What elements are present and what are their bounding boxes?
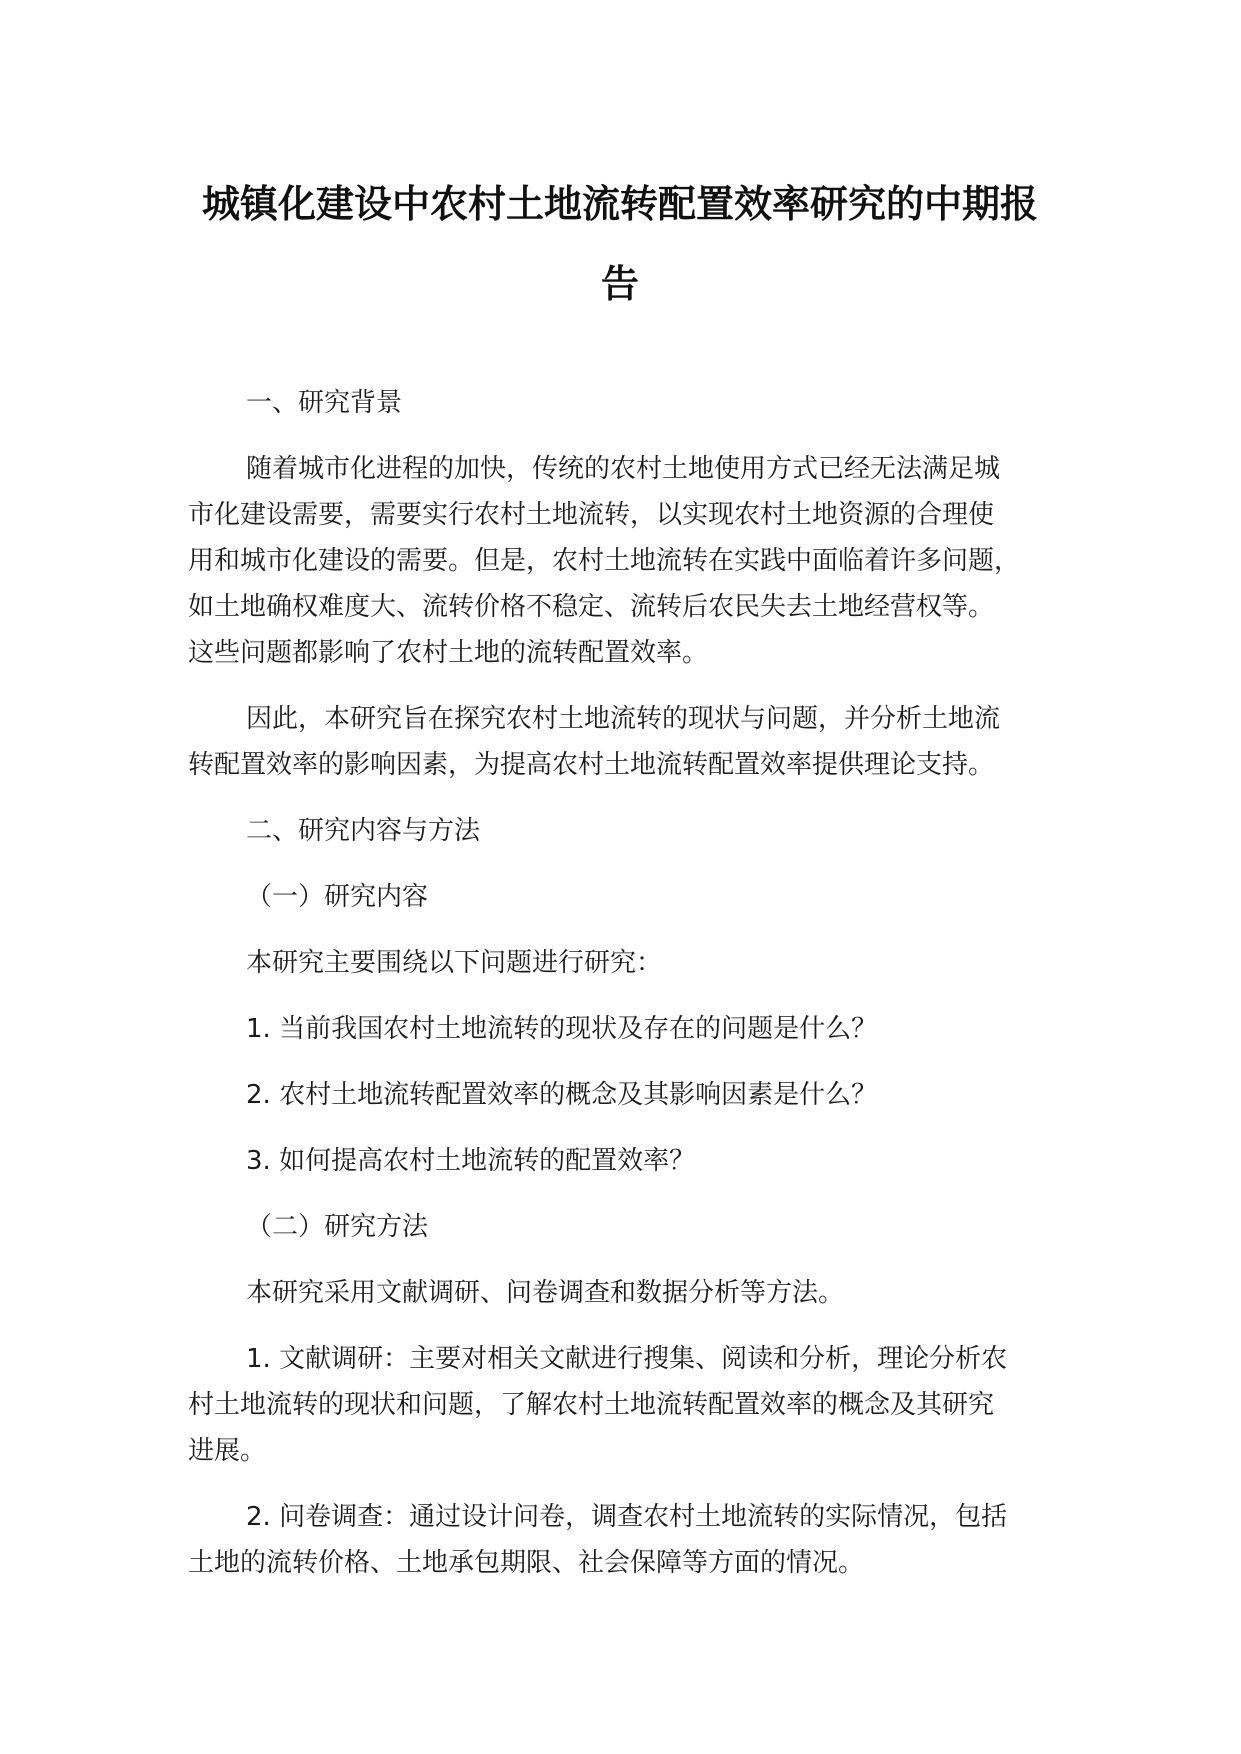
method-questionnaire — [188, 1494, 1078, 1586]
document-title-line-1: 城镇化建设中农村土地流转配置效率研究的中期报 — [201, 182, 1038, 226]
research-question-3: 3. 如何提高农村土地流转的配置效率？ — [246, 1146, 696, 1176]
paragraph-line: 如土地确权难度大、流转价格不稳定、流转后农民失去土地经营权等。 — [188, 592, 995, 622]
research-question-2: 2. 农村土地流转配置效率的概念及其影响因素是什么？ — [246, 1080, 878, 1110]
method-literature-review — [188, 1336, 1078, 1474]
subsection-heading-methods: （二）研究方法 — [246, 1212, 429, 1242]
paragraph-line: 2. 问卷调查：通过设计问卷，调查农村土地流转的实际情况，包括 — [246, 1502, 1008, 1532]
paragraph-line: 进展。 — [188, 1436, 267, 1466]
paragraph-line: 用和城市化建设的需要。但是，农村土地流转在实践中面临着许多问题， — [188, 546, 1021, 576]
section-heading-background: 一、研究背景 — [246, 388, 403, 418]
paragraph-line: 这些问题都影响了农村土地的流转配置效率。 — [188, 638, 709, 668]
content-intro: 本研究主要围绕以下问题进行研究： — [246, 948, 663, 978]
document-title-line-2: 告 — [600, 262, 639, 306]
paragraph-research-aim — [188, 696, 1078, 788]
paragraph-line: 土地的流转价格、土地承包期限、社会保障等方面的情况。 — [188, 1548, 865, 1578]
section-heading-content-methods: 二、研究内容与方法 — [246, 816, 481, 846]
paragraph-line: 随着城市化进程的加快，传统的农村土地使用方式已经无法满足城 — [246, 454, 1001, 484]
document-body — [188, 380, 1078, 1606]
methods-intro: 本研究采用文献调研、问卷调查和数据分析等方法。 — [246, 1278, 845, 1308]
paragraph-background — [188, 446, 1078, 676]
paragraph-line: 因此，本研究旨在探究农村土地流转的现状与问题，并分析土地流 — [246, 704, 1001, 734]
research-question-1: 1. 当前我国农村土地流转的现状及存在的问题是什么？ — [246, 1014, 878, 1044]
paragraph-line: 市化建设需要，需要实行农村土地流转，以实现农村土地资源的合理使 — [188, 500, 995, 530]
paragraph-line: 1. 文献调研：主要对相关文献进行搜集、阅读和分析，理论分析农 — [246, 1344, 1008, 1374]
paragraph-line: 转配置效率的影响因素，为提高农村土地流转配置效率提供理论支持。 — [188, 750, 995, 780]
subsection-heading-content: （一）研究内容 — [246, 882, 429, 912]
paragraph-line: 村土地流转的现状和问题，了解农村土地流转配置效率的概念及其研究 — [188, 1390, 995, 1420]
